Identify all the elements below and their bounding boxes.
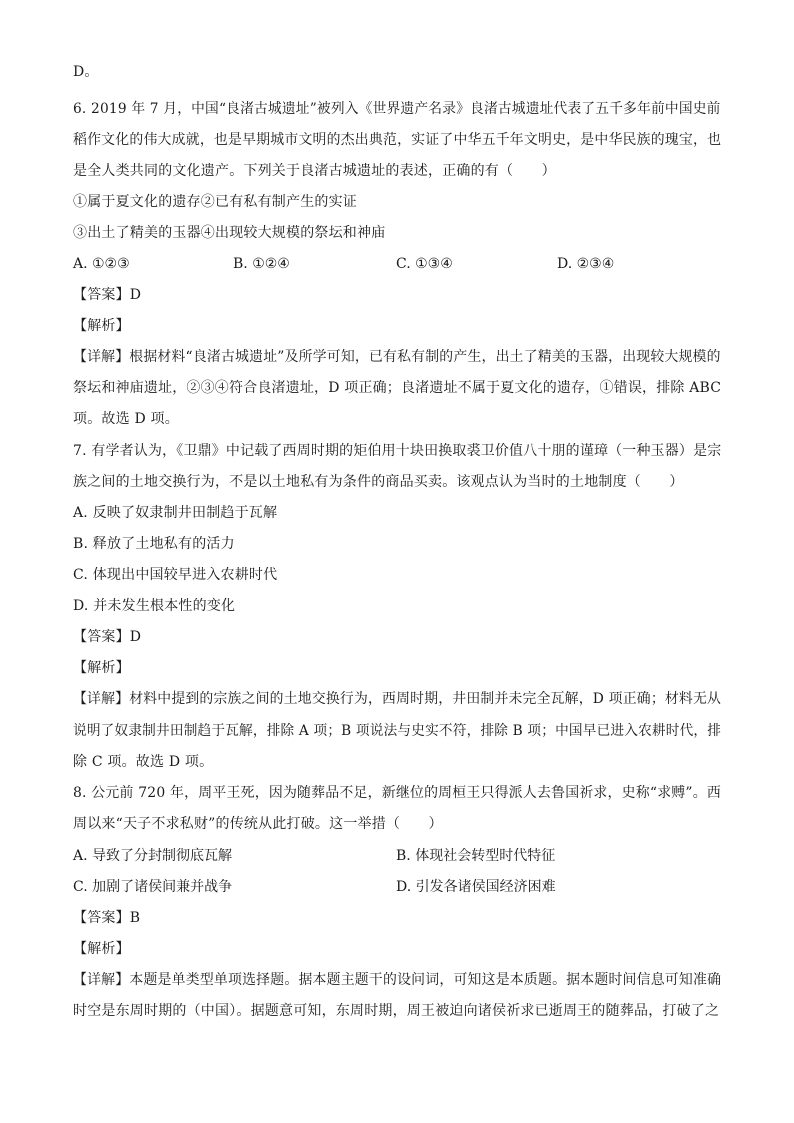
q6-item-line-2: ③出土了精美的玉器④出现较大规模的祭坛和神庙 (73, 225, 386, 241)
q6-option-b: B. ①②④ (233, 256, 290, 272)
q6-stem-line-2: 稻作文化的伟大成就，也是早期城市文明的杰出典范，实证了中华五千年文明史，是中华民族的瑰宝，也 (73, 132, 722, 148)
q8-option-a: A. 导致了分封制彻底瓦解 (73, 848, 233, 864)
q7-detail-line-1: 【详解】材料中提到的宗族之间的土地交换行为，西周时期，井田制并未完全瓦解，D 项正确；材料无从 (73, 691, 722, 707)
q6-answer: 【答案】D (73, 287, 142, 303)
q8-detail-line-2: 时空是东周时期的（中国）。据题意可知，东周时期，周王被迫向诸侯祈求已逝周王的随葬品，打破了之 (73, 1003, 720, 1019)
q7-option-b: B. 释放了土地私有的活力 (73, 536, 235, 552)
q7-stem-line-2: 族之间的土地交换行为，不是以土地私有为条件的商品买卖。该观点认为当时的土地制度（ ） (73, 474, 684, 490)
q6-detail-line-3: 项。故选 D 项。 (73, 411, 179, 427)
q8-analysis-heading: 【解析】 (73, 941, 130, 957)
q7-detail-line-2: 说明了奴隶制井田制趋于瓦解，排除 A 项；B 项说法与史实不符，排除 B 项；中国早已进入农耕时代，排 (73, 723, 722, 739)
q7-analysis-heading: 【解析】 (73, 660, 130, 676)
q7-detail-line-3: 除 C 项。故选 D 项。 (73, 754, 214, 770)
q7-answer: 【答案】D (73, 629, 142, 645)
q6-item-line-1: ①属于夏文化的遗存②已有私有制产生的实证 (73, 194, 357, 210)
q6-analysis-heading: 【解析】 (73, 318, 130, 334)
q8-detail-line-1: 【详解】本题是单类型单项选择题。据本题主题干的设问词，可知这是本质题。据本题时间信息可知准确 (73, 972, 722, 988)
q8-stem-line-2: 周以来“天子不求私财”的传统从此打破。这一举措（ ） (73, 816, 443, 832)
q6-stem-line-3: 是全人类共同的文化遗产。下列关于良渚古城遗址的表述，正确的有（ ） (73, 163, 556, 179)
q7-stem-line-1: 7. 有学者认为，《卫鼎》中记载了西周时期的矩伯用十块田换取裘卫价值八十朋的谨璋（一种玉器）是宗 (73, 443, 722, 459)
q7-option-a: A. 反映了奴隶制井田制趋于瓦解 (73, 505, 278, 521)
q8-option-b: B. 体现社会转型时代特征 (396, 848, 556, 864)
q6-detail-line-2: 祭坛和神庙遗址，②③④符合良渚遗址，D 项正确；良渚遗址不属于夏文化的遗存，①错误，排除 ABC (73, 380, 722, 396)
q6-option-a: A. ①②③ (73, 256, 130, 272)
q8-option-c: C. 加剧了诸侯间兼并战争 (73, 879, 233, 895)
q8-stem-line-1: 8. 公元前 720 年，周平王死，因为随葬品不足，新继位的周桓王只得派人去鲁国祈求，史称“求赙”。西 (73, 785, 721, 801)
q6-option-c: C. ①③④ (396, 256, 453, 272)
q7-option-c: C. 体现出中国较早进入农耕时代 (73, 567, 278, 583)
previous-answer-tail: D。 (73, 64, 99, 80)
q8-answer: 【答案】B (73, 910, 141, 926)
q7-option-d: D. 并未发生根本性的变化 (73, 598, 236, 614)
q6-detail-line-1: 【详解】根据材料“良渚古城遗址”及所学可知，已有私有制的产生，出土了精美的玉器，出现较大规模的 (73, 349, 721, 365)
q6-option-d: D. ②③④ (557, 256, 615, 272)
q8-option-d: D. 引发各诸侯国经济困难 (396, 879, 556, 895)
q6-stem-line-1: 6. 2019 年 7 月，中国“良渚古城遗址”被列入《世界遗产名录》良渚古城遗址代表了五千多年前中国史前 (73, 101, 721, 117)
